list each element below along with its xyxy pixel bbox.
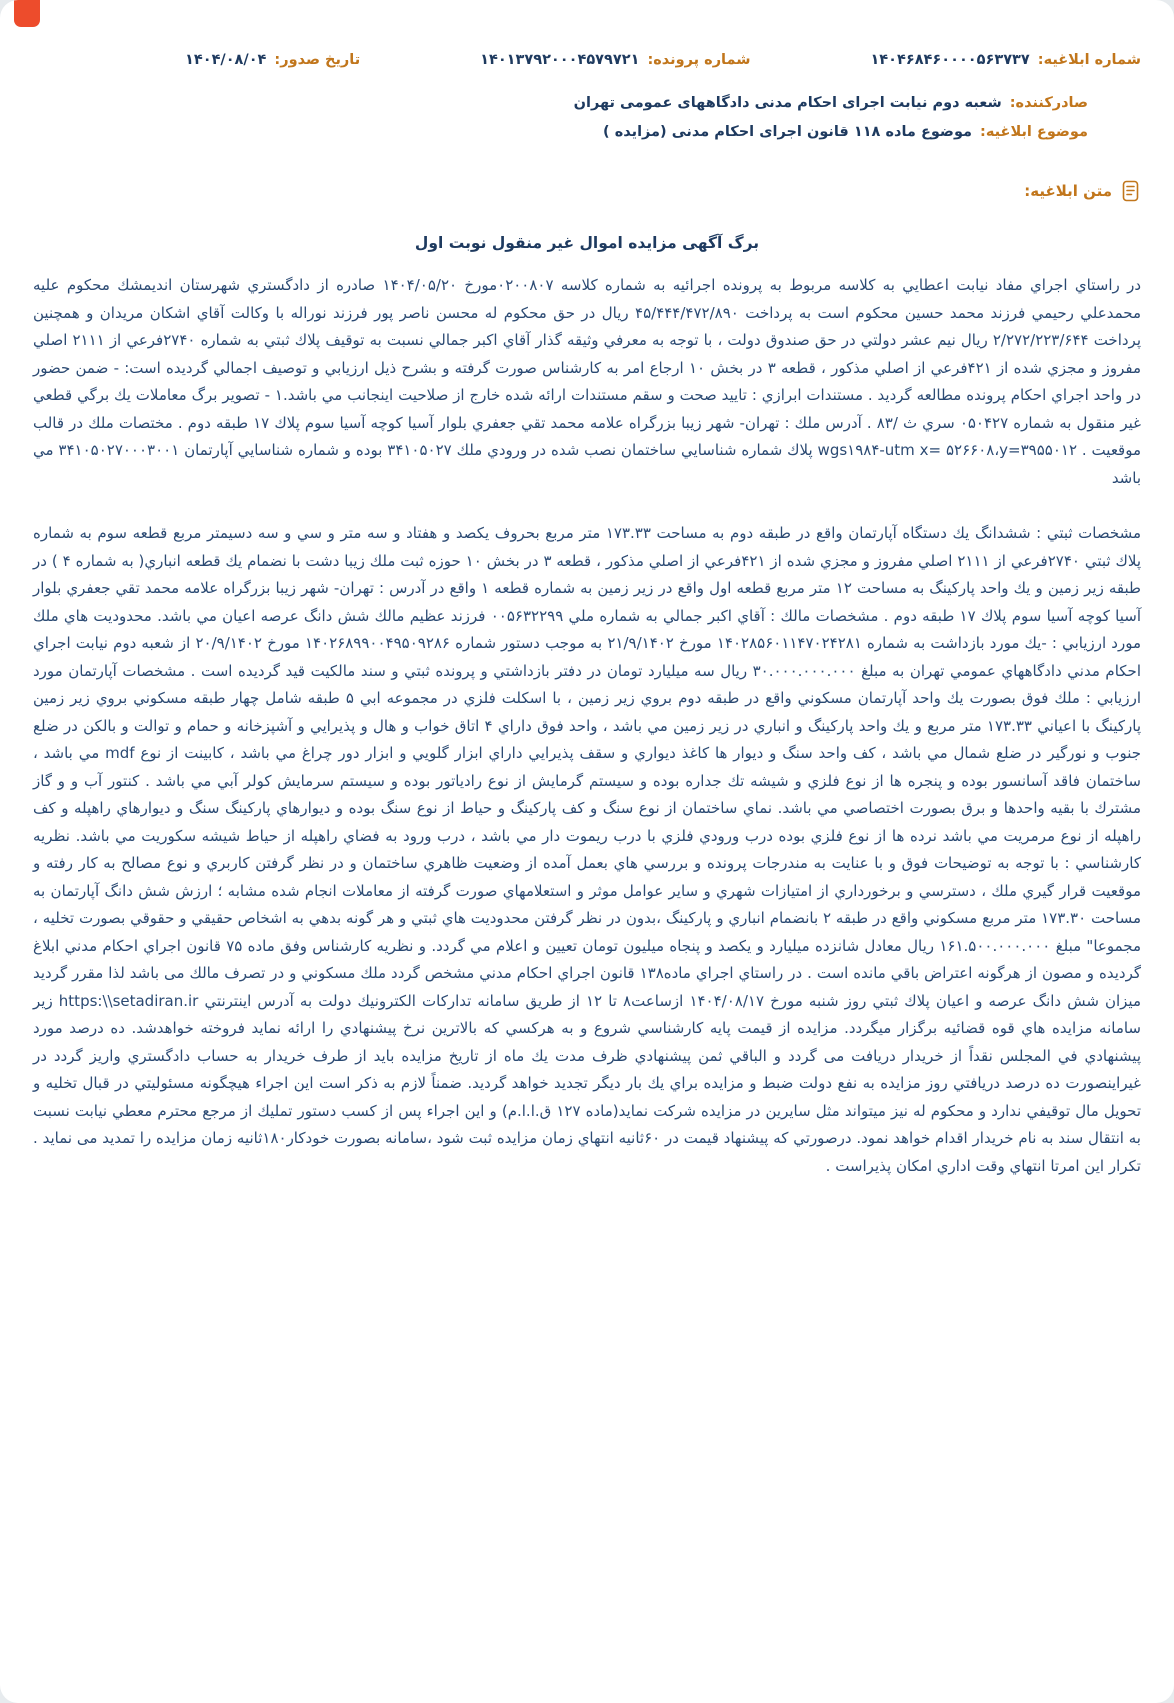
- auction-notice-title: برگ آگهی مزایده اموال غیر منقول نوبت اول: [414, 234, 760, 252]
- subject-value: موضوع ماده ۱۱۸ قانون اجرای احکام مدنی (مزایده ): [603, 124, 973, 140]
- case-number-value: ۱۴۰۱۳۷۹۲۰۰۰۴۵۷۹۷۲۱: [480, 52, 640, 68]
- subject-field: [0, 111, 1174, 140]
- notice-number-label: شماره ابلاغیه:: [1037, 52, 1141, 68]
- issuer-field: [0, 68, 1174, 111]
- case-number-field: [480, 52, 750, 68]
- issue-date-field: [185, 52, 360, 68]
- issuer-label: صادرکننده:: [1009, 95, 1088, 111]
- issue-date-value: ۱۴۰۴/۰۸/۰۴: [185, 52, 267, 68]
- document-lines-icon: [1121, 180, 1141, 202]
- subject-label: موضوع ابلاغیه:: [980, 124, 1088, 140]
- notice-text-label: متن ابلاغیه:: [1024, 182, 1112, 200]
- notice-paragraph-2: مشخصات ثبتي : ششدانگ يك دستگاه آپارتمان واقع در طبقه دوم به مساحت ۱۷۳.۳۳ متر مربع بحروف يكصد و هفتاد و سه متر و سي و سه دسيمتر مربع قطعه سوم به شماره پلاك ثبتي ۲۷۴۰فرعي از ۲۱۱۱ اصلي مفروز و مجزي شده از ۴۲۱فرعي از اصلي مذكور ، قطعه ۳ در بخش ۱۰ حوزه ثبت ملك زيبا دشت با نضمام يك قطعه انباري( به شماره ۴ ) در طبقه زير زمين و يك واحد پاركينگ به مساحت ۱۲ متر مربع قطعه اول واقع در زير زمين به شماره قطعه ۱ واقع در آدرس : تهران- شهر زيبا بزرگراه علامه محمد تقي جعفري بلوار آسيا كوچه آسيا سوم پلاك ۱۷ طبقه دوم . مشخصات مالك : آقاي اكبر جمالي به شماره ملي ۰۰۵۶۳۲۲۹۹ فرزند عظيم مالك شش دانگ عرصه اعيان مي باشد. محدوديت هاي ملك مورد ارزيابي : -يك مورد بازداشت به شماره ۱۴۰۲۸۵۶۰۱۱۴۷۰۲۴۲۸۱ مورخ ۲۱/۹/۱۴۰۲ به موجب دستور شماره ۱۴۰۲۶۸۹۹۰۰۴۹۵۰۹۲۸۶ مورخ ۲۰/۹/۱۴۰۲ از شعبه دوم نيابت اجراي احكام مدني دادگاههاي عمومي تهران به مبلغ ۳۰.۰۰۰.۰۰۰.۰۰۰ ريال سه ميليارد تومان در دفتر بازداشتي و پرونده ثبتي و سند مالكيت قيد گرديده است . مشخصات آپارتمان مورد ارزيابي : ملك فوق بصورت يك واحد آپارتمان مسكوني واقع در طبقه دوم بروي زير زمين ، با اسكلت فلزي در مجموعه ابي ۵ طبقه شامل چهار طبقه مسكوني بروي زير زمين پاركينگ با اعياني ۱۷۳.۳۳ متر مربع و يك واحد پاركينگ و انباري در زير زمين مي باشد ، واحد فوق داراي ۴ اتاق خواب و هال و پذيرايي و آشپزخانه و حمام و توالت و بالكن در ضلع جنوب و نورگير در ضلع شمال مي باشد ، كف واحد سنگ و ديوار ها كاغذ ديواري و سقف پذيرايي داراي ابزار گلويي و ابزار دور چراغ مي باشد ، كابينت از نوع mdf مي باشد ، ساختمان فاقد آسانسور بوده و پنجره ها از نوع فلزي و شيشه تك جداره بوده و سيستم گرمايش از نوع رادياتور بوده و سيستم سرمايش كولر آبي مي باشد . كنتور آب و و گاز مشترك با بقيه واحدها و برق بصورت اختصاصي مي باشد. نماي ساختمان از نوع سنگ و كف پاركينگ و حياط از نوع سنگ بوده و ديوارهاي پاركينگ سنگ و ديوارهاي راهپله و كف راهپله از نوع مرمريت مي باشد نرده ها از نوع فلزي بوده درب ورودي فلزي با درب ريموت دار مي باشد ، درب ورود به فضاي راهپله از حياط شيشه سكوريت مي باشد. نظريه كارشناسي : با توجه به توضيحات فوق و با عنايت به مندرجات پرونده و بررسي هاي بعمل آمده از وضعيت ظاهري ساختمان و در نظر گرفتن كاربري و نوع مصالح به كار رفته و موقعيت قرار گيري ملك ، دسترسي و برخورداري از امتيازات شهري و ساير عوامل موثر و استعلامهاي صورت گرفته از معاملات انجام شده مشابه ؛ ارزش شش دانگ آپارتمان به مساحت ۱۷۳.۳۰ متر مربع مسكوني واقع در طبقه ۲ بانضمام انباري و پاركينگ ،بدون در نظر گرفتن محدوديت هاي ثبتي و هر گونه بدهي به اشخاص حقيقي و حقوقي بصورت تخليه ، مجموعا" مبلغ ۱۶۱.۵۰۰.۰۰۰.۰۰۰ ريال معادل شانزده ميليارد و يكصد و پنجاه ميليون تومان تعيين و اعلام مي گردد. و نظريه كارشناس وفق ماده ۷۵ قانون اجراي احكام مدني ابلاغ گرديده و مصون از هرگونه اعتراض باقي مانده است . در راستاي اجراي ماده۱۳۸ قانون اجراي احكام مدني مشخص گردد ملك مسكوني و در تصرف مالك می باشد لذا مقرر گرديد ميزان شش دانگ عرصه و اعيان پلاك ثبتي روز شنبه مورخ ۱۴۰۴/۰۸/۱۷ ازساعت۸ تا ۱۲ از طريق سامانه تداركات الكترونيك دولت به آدرس اينترنتي https:\\setadiran.ir زير سامانه مزايده هاي قوه قضائيه برگزار ميگردد. مزايده از قيمت پايه كارشناسي شروع و به هركسي كه بالاترين نرخ پيشنهادي را ارائه نمايد فروخته خواهدشد. ده درصد مورد پيشنهادي في المجلس نقداً از خريدار دريافت می گردد و الباقي ثمن پيشنهادي ظرف مدت يك ماه از تاريخ مزايده بايد از طرف خريدار به حساب دادگستري واريز گردد در غيراينصورت ده درصد دريافتي روز مزايده به نفع دولت ضبط و مزايده براي يك بار ديگر تجديد خواهد گرديد. ضمناً لازم به ذكر است اين اجراء هيچگونه مسئوليتي در قبال تخليه و تحويل مال توقيفي ندارد و محكوم له نيز ميتواند مثل سايرين در مزايده شركت نمايد(ماده ۱۲۷ ق.ا.ا.م) و اين اجراء پس از كسب دستور تمليك از مرجع محترم معطي نيابت نسبت به انتقال سند به نام خريدار اقدام خواهد نمود. درصورتي كه پيشنهاد قيمت در ۶۰ثانيه انتهاي زمان مزايده ثبت شود ،سامانه بصورت خودكار۱۸۰ثانيه زمان مزايده را تمديد می نمايد . تكرار اين امرتا انتهاي وقت اداري امكان پذيراست .: [33, 524, 1142, 1175]
- bookmark-ribbon-icon: [14, 0, 40, 27]
- header-meta-row: [0, 0, 1174, 68]
- notice-header: [0, 0, 1174, 140]
- notice-number-field: [870, 52, 1141, 68]
- issuer-value: شعبه دوم نیابت اجرای احکام مدنی دادگاههای عمومی تهران: [573, 95, 1002, 111]
- notice-paragraph-1: در راستاي اجراي مفاد نيابت اعطايي به كلاسه مربوط به پرونده اجرائيه به شماره كلاسه ۰۲۰۰۸۰۷مورخ ۱۴۰۴/۰۵/۲۰ صادره از دادگستري شهرستان انديمشك محكوم عليه محمدعلي رحيمي فرزند محمد حسين محكوم است به پرداخت ۴۵/۴۴۴/۴۷۲/۸۹۰ ريال در حق محكوم له محسن ناصر پور فرزند نوراله با وكالت آقاي اشكان مريدان و همچنين پرداخت ۲/۲۷۲/۲۲۳/۶۴۴ ريال نيم عشر دولتي در حق صندوق دولت ، با توجه به معرفي وثيقه گذار آقاي اكبر جمالي نسبت به توقيف پلاك ثبتي به شماره ۲۷۴۰فرعي از ۲۱۱۱ اصلي مفروز و مجزي شده از ۴۲۱فرعي از اصلي مذكور ، قطعه ۳ در بخش ۱۰ ارجاع امر به كارشناس صورت گرفته و بشرح ذيل ارزيابي و توصيف اجمالي گرديده است: - ضمن حضور در واحد اجراي احكام پرونده مطالعه گرديد . مستندات ابرازي : تاييد صحت و سقم مستندات ارائه شده خارج از صلاحيت اينجانب مي باشد.۱ - تصوير برگ معاملات يك برگي قطعي غير منقول به شماره ۰۵۰۴۲۷ سري ث /۸۳ . آدرس ملك : تهران- شهر زيبا بزرگراه علامه محمد تقي جعفري بلوار آسيا كوچه آسيا سوم پلاك ۱۷ طبقه دوم . مختصات ملك در قالب موقعيت . wgs۱۹۸۴-utm x= ۵۲۶۶۰۸،y=۳۹۵۵۰۱۲ پلاك شماره شناسايي ساختمان نصب شده در ورودي ملك ۳۴۱۰۵۰۲۷ بوده و شماره شناسايي آپارتمان ۳۴۱۰۵۰۲۷۰۰۰۳۰۰۱ مي باشد: [33, 276, 1142, 487]
- notice-body-section: [0, 140, 1174, 1180]
- issue-date-label: تاریخ صدور:: [274, 52, 361, 68]
- case-number-label: شماره پرونده:: [647, 52, 751, 68]
- notice-number-value: ۱۴۰۴۶۸۴۶۰۰۰۰۵۶۳۷۳۷: [870, 52, 1030, 68]
- notice-text-heading: [0, 140, 1174, 202]
